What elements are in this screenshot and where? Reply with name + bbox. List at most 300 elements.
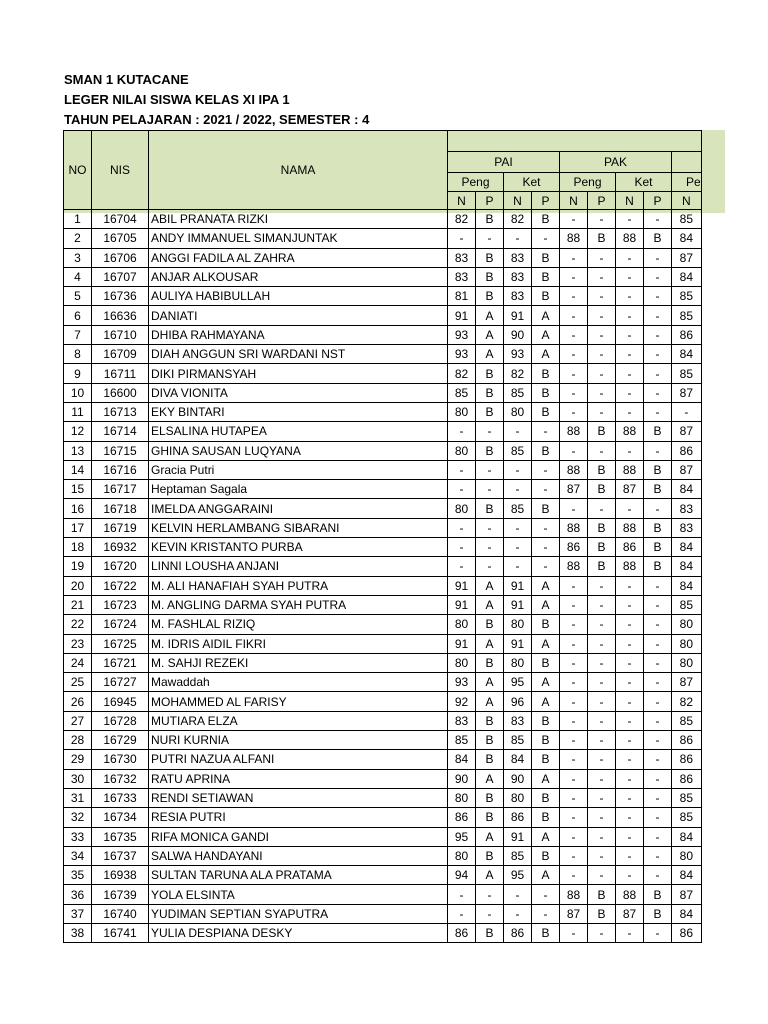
row-nama: M. ALI HANAFIAH SYAH PUTRA — [149, 576, 448, 595]
pak-peng-n: - — [560, 731, 588, 750]
pak-ket-p: - — [644, 827, 672, 846]
pak-peng-n: 88 — [560, 460, 588, 479]
pak-peng-p: - — [588, 441, 616, 460]
row-nama: M. FASHLAL RIZIQ — [149, 615, 448, 634]
row-nis: 16730 — [92, 750, 149, 769]
pai-ket-p: A — [532, 306, 560, 325]
pai-ket-n: 96 — [504, 692, 532, 711]
pai-ket-p: B — [532, 731, 560, 750]
pai-ket-p: A — [532, 345, 560, 364]
pak-peng-p: B — [588, 538, 616, 557]
row-no: 14 — [64, 460, 92, 479]
third-peng-n: 85 — [672, 788, 702, 807]
pak-ket-n: - — [616, 402, 644, 421]
third-peng-n: 87 — [672, 885, 702, 904]
pai-peng-n: 85 — [448, 731, 476, 750]
pak-ket-n: - — [616, 866, 644, 885]
pak-peng-n: 88 — [560, 885, 588, 904]
pak-ket-n: - — [616, 827, 644, 846]
table-row — [64, 538, 702, 557]
pai-ket-p: - — [532, 480, 560, 499]
pai-ket-n: 86 — [504, 923, 532, 942]
row-nis: 16736 — [92, 287, 149, 306]
row-nama: ABIL PRANATA RIZKI — [149, 210, 448, 229]
pak-peng-p: - — [588, 731, 616, 750]
pai-ket-p: B — [532, 808, 560, 827]
pai-peng-n: 91 — [448, 576, 476, 595]
academic-year: TAHUN PELAJARAN : 2021 / 2022, SEMESTER : 4 — [64, 112, 370, 127]
pak-ket-n: - — [616, 499, 644, 518]
pai-ket-p: - — [532, 538, 560, 557]
pak-peng-p: - — [588, 653, 616, 672]
table-row — [64, 673, 702, 692]
pak-ket-p: - — [644, 673, 672, 692]
pak-ket-n: 88 — [616, 518, 644, 537]
third-peng-n: 87 — [672, 248, 702, 267]
third-peng-n: 84 — [672, 480, 702, 499]
row-nis: 16737 — [92, 846, 149, 865]
pai-peng-p: B — [476, 846, 504, 865]
table-row — [64, 441, 702, 460]
pak-ket-p: - — [644, 634, 672, 653]
pak-ket-p: - — [644, 248, 672, 267]
pai-peng-p: B — [476, 615, 504, 634]
pak-peng-p: - — [588, 808, 616, 827]
row-no: 18 — [64, 538, 92, 557]
pak-peng-p: - — [588, 923, 616, 942]
row-nama: RIFA MONICA GANDI — [149, 827, 448, 846]
pak-ket-n: - — [616, 788, 644, 807]
third-peng-n: 86 — [672, 731, 702, 750]
row-nama: RENDI SETIAWAN — [149, 788, 448, 807]
third-peng-n: 86 — [672, 923, 702, 942]
third-peng-n: 84 — [672, 557, 702, 576]
pak-ket-n: - — [616, 595, 644, 614]
row-nis: 16725 — [92, 634, 149, 653]
third-peng-n: 87 — [672, 383, 702, 402]
pai-peng-n: 92 — [448, 692, 476, 711]
pak-peng-p: - — [588, 499, 616, 518]
pak-ket-n: - — [616, 653, 644, 672]
table-row — [64, 499, 702, 518]
table-row — [64, 634, 702, 653]
row-nis: 16733 — [92, 788, 149, 807]
third-peng-n: 85 — [672, 364, 702, 383]
pai-ket-p: - — [532, 518, 560, 537]
pak-peng-p: - — [588, 576, 616, 595]
pak-peng-n: - — [560, 595, 588, 614]
header-n: N — [504, 192, 532, 210]
pai-ket-n: 90 — [504, 325, 532, 344]
pai-peng-p: B — [476, 364, 504, 383]
pak-peng-n: - — [560, 499, 588, 518]
pak-peng-n: - — [560, 692, 588, 711]
pai-peng-p: A — [476, 325, 504, 344]
table-row — [64, 731, 702, 750]
table-row — [64, 306, 702, 325]
sheet-title: LEGER NILAI SISWA KELAS XI IPA 1 — [64, 92, 290, 107]
pai-peng-n: 80 — [448, 846, 476, 865]
table-row — [64, 460, 702, 479]
pai-ket-n: 86 — [504, 808, 532, 827]
header-no: NO — [64, 131, 92, 210]
pak-peng-n: - — [560, 306, 588, 325]
row-nis: 16938 — [92, 866, 149, 885]
pak-ket-p: - — [644, 808, 672, 827]
pai-peng-n: - — [448, 422, 476, 441]
pai-ket-p: A — [532, 595, 560, 614]
pai-peng-n: 93 — [448, 673, 476, 692]
third-peng-n: 80 — [672, 634, 702, 653]
row-nama: M. ANGLING DARMA SYAH PUTRA — [149, 595, 448, 614]
row-nis: 16715 — [92, 441, 149, 460]
pak-ket-p: - — [644, 750, 672, 769]
pai-peng-p: B — [476, 788, 504, 807]
third-peng-n: 85 — [672, 595, 702, 614]
row-nis: 16741 — [92, 923, 149, 942]
row-no: 11 — [64, 402, 92, 421]
third-peng-n: 87 — [672, 422, 702, 441]
row-no: 5 — [64, 287, 92, 306]
row-no: 32 — [64, 808, 92, 827]
pai-ket-n: 83 — [504, 711, 532, 730]
pak-peng-p: - — [588, 866, 616, 885]
pak-ket-p: - — [644, 402, 672, 421]
pai-ket-p: - — [532, 422, 560, 441]
row-no: 36 — [64, 885, 92, 904]
pak-ket-p: B — [644, 904, 672, 923]
pai-ket-n: 93 — [504, 345, 532, 364]
table-row — [64, 692, 702, 711]
row-nis: 16728 — [92, 711, 149, 730]
pai-ket-p: A — [532, 866, 560, 885]
pak-ket-n: - — [616, 615, 644, 634]
pai-ket-p: B — [532, 364, 560, 383]
pak-peng-p: - — [588, 364, 616, 383]
pai-peng-p: B — [476, 210, 504, 229]
pak-ket-p: - — [644, 576, 672, 595]
row-nis: 16706 — [92, 248, 149, 267]
pai-ket-n: 91 — [504, 827, 532, 846]
pai-ket-p: B — [532, 402, 560, 421]
pai-peng-p: A — [476, 595, 504, 614]
pai-ket-p: A — [532, 673, 560, 692]
pai-peng-p: B — [476, 402, 504, 421]
row-no: 7 — [64, 325, 92, 344]
pai-ket-p: B — [532, 287, 560, 306]
grades-table — [63, 130, 702, 943]
pai-ket-n: 85 — [504, 441, 532, 460]
pak-ket-n: 88 — [616, 557, 644, 576]
header-nis: NIS — [92, 131, 149, 210]
pai-peng-p: B — [476, 267, 504, 286]
pak-ket-p: - — [644, 325, 672, 344]
pai-ket-p: B — [532, 499, 560, 518]
pak-peng-p: - — [588, 634, 616, 653]
pak-peng-n: - — [560, 325, 588, 344]
row-no: 12 — [64, 422, 92, 441]
pai-ket-p: - — [532, 460, 560, 479]
pai-peng-n: 82 — [448, 364, 476, 383]
pak-peng-n: 88 — [560, 229, 588, 248]
third-peng-n: 86 — [672, 769, 702, 788]
table-row — [64, 866, 702, 885]
third-peng-n: 84 — [672, 267, 702, 286]
pak-ket-p: B — [644, 518, 672, 537]
pai-peng-p: A — [476, 576, 504, 595]
third-peng-n: 85 — [672, 287, 702, 306]
row-nama: DIVA VIONITA — [149, 383, 448, 402]
pak-peng-p: - — [588, 325, 616, 344]
pak-ket-n: - — [616, 210, 644, 229]
pak-ket-n: 87 — [616, 480, 644, 499]
row-nama: SALWA HANDAYANI — [149, 846, 448, 865]
pai-peng-n: 91 — [448, 306, 476, 325]
pak-peng-n: 88 — [560, 557, 588, 576]
row-no: 35 — [64, 866, 92, 885]
pai-peng-p: B — [476, 248, 504, 267]
pak-peng-p: - — [588, 402, 616, 421]
row-nis: 16719 — [92, 518, 149, 537]
pai-peng-p: A — [476, 306, 504, 325]
pai-peng-n: 93 — [448, 325, 476, 344]
pai-ket-p: B — [532, 788, 560, 807]
pak-ket-p: - — [644, 923, 672, 942]
row-nis: 16600 — [92, 383, 149, 402]
row-no: 6 — [64, 306, 92, 325]
pak-ket-p: - — [644, 788, 672, 807]
row-nama: NURI KURNIA — [149, 731, 448, 750]
row-nis: 16932 — [92, 538, 149, 557]
row-nama: EKY BINTARI — [149, 402, 448, 421]
third-peng-n: 84 — [672, 345, 702, 364]
row-nis: 16722 — [92, 576, 149, 595]
pai-peng-p: B — [476, 653, 504, 672]
pak-ket-n: - — [616, 383, 644, 402]
pai-peng-n: 84 — [448, 750, 476, 769]
pak-ket-p: - — [644, 731, 672, 750]
pak-peng-n: - — [560, 788, 588, 807]
pak-ket-n: 88 — [616, 885, 644, 904]
pak-ket-p: - — [644, 595, 672, 614]
pak-peng-n: - — [560, 364, 588, 383]
pai-peng-n: - — [448, 538, 476, 557]
pak-ket-p: B — [644, 460, 672, 479]
pai-ket-n: 91 — [504, 595, 532, 614]
pak-peng-p: - — [588, 595, 616, 614]
table-row — [64, 750, 702, 769]
table-row — [64, 287, 702, 306]
pai-ket-n: - — [504, 538, 532, 557]
pak-peng-p: B — [588, 904, 616, 923]
pak-ket-p: B — [644, 538, 672, 557]
pai-ket-n: 84 — [504, 750, 532, 769]
third-peng-n: 82 — [672, 692, 702, 711]
pak-peng-n: - — [560, 653, 588, 672]
pai-peng-n: 83 — [448, 248, 476, 267]
pai-ket-n: 83 — [504, 248, 532, 267]
row-no: 27 — [64, 711, 92, 730]
row-no: 38 — [64, 923, 92, 942]
row-no: 4 — [64, 267, 92, 286]
row-no: 33 — [64, 827, 92, 846]
pai-peng-n: - — [448, 885, 476, 904]
pak-peng-p: B — [588, 557, 616, 576]
pai-peng-n: - — [448, 460, 476, 479]
pak-peng-p: - — [588, 711, 616, 730]
pai-ket-p: - — [532, 229, 560, 248]
row-no: 16 — [64, 499, 92, 518]
row-nama: Mawaddah — [149, 673, 448, 692]
pai-peng-n: 86 — [448, 923, 476, 942]
row-nama: YOLA ELSINTA — [149, 885, 448, 904]
table-row — [64, 923, 702, 942]
row-nis: 16714 — [92, 422, 149, 441]
pai-ket-n: 91 — [504, 576, 532, 595]
pai-ket-p: - — [532, 885, 560, 904]
table-row — [64, 769, 702, 788]
pai-peng-p: B — [476, 711, 504, 730]
pak-peng-n: - — [560, 248, 588, 267]
pak-ket-p: B — [644, 422, 672, 441]
row-nis: 16705 — [92, 229, 149, 248]
pak-ket-p: B — [644, 229, 672, 248]
pai-ket-n: 85 — [504, 383, 532, 402]
table-row — [64, 518, 702, 537]
pak-ket-n: - — [616, 808, 644, 827]
pai-ket-p: B — [532, 210, 560, 229]
row-no: 8 — [64, 345, 92, 364]
row-nama: DIAH ANGGUN SRI WARDANI NST — [149, 345, 448, 364]
row-no: 22 — [64, 615, 92, 634]
pai-ket-p: - — [532, 557, 560, 576]
table-row — [64, 595, 702, 614]
pak-peng-n: - — [560, 441, 588, 460]
pak-ket-p: - — [644, 267, 672, 286]
pai-ket-n: - — [504, 885, 532, 904]
table-row — [64, 345, 702, 364]
pak-peng-n: - — [560, 634, 588, 653]
pak-ket-p: - — [644, 499, 672, 518]
pak-peng-p: B — [588, 885, 616, 904]
pai-ket-p: B — [532, 846, 560, 865]
header-subjects-group — [448, 131, 702, 152]
pak-ket-n: - — [616, 750, 644, 769]
pak-ket-n: 88 — [616, 460, 644, 479]
pak-peng-p: - — [588, 827, 616, 846]
header-pai-ket: Ket — [504, 173, 560, 192]
pai-ket-n: - — [504, 904, 532, 923]
row-nama: YUDIMAN SEPTIAN SYAPUTRA — [149, 904, 448, 923]
row-nama: Gracia Putri — [149, 460, 448, 479]
pak-ket-p: B — [644, 480, 672, 499]
table-row — [64, 480, 702, 499]
pai-ket-p: B — [532, 653, 560, 672]
row-nama: RATU APRINA — [149, 769, 448, 788]
pak-ket-p: - — [644, 866, 672, 885]
row-nis: 16721 — [92, 653, 149, 672]
header-pai: PAI — [448, 152, 560, 173]
pai-peng-n: 80 — [448, 653, 476, 672]
row-nama: M. IDRIS AIDIL FIKRI — [149, 634, 448, 653]
pai-peng-n: 80 — [448, 402, 476, 421]
pai-ket-p: B — [532, 711, 560, 730]
pai-ket-n: - — [504, 518, 532, 537]
row-nama: M. SAHJI REZEKI — [149, 653, 448, 672]
pai-ket-p: A — [532, 576, 560, 595]
pak-ket-n: - — [616, 306, 644, 325]
third-peng-n: 86 — [672, 325, 702, 344]
pai-ket-p: - — [532, 904, 560, 923]
pai-peng-n: 90 — [448, 769, 476, 788]
header-pak: PAK — [560, 152, 672, 173]
pai-peng-p: B — [476, 287, 504, 306]
pai-ket-n: - — [504, 460, 532, 479]
pai-peng-n: 80 — [448, 441, 476, 460]
row-no: 10 — [64, 383, 92, 402]
pai-peng-n: 80 — [448, 499, 476, 518]
pai-ket-n: 95 — [504, 673, 532, 692]
pai-peng-p: - — [476, 904, 504, 923]
table-row — [64, 229, 702, 248]
pai-peng-p: B — [476, 750, 504, 769]
third-peng-n: 80 — [672, 653, 702, 672]
header-p: P — [588, 192, 616, 210]
pak-ket-n: - — [616, 287, 644, 306]
row-nama: DIKI PIRMANSYAH — [149, 364, 448, 383]
row-nis: 16709 — [92, 345, 149, 364]
pai-ket-n: 80 — [504, 788, 532, 807]
header-nama: NAMA — [149, 131, 448, 210]
third-peng-n: - — [672, 402, 702, 421]
pai-ket-p: B — [532, 441, 560, 460]
pai-peng-p: B — [476, 731, 504, 750]
pak-peng-n: - — [560, 345, 588, 364]
pai-ket-n: 85 — [504, 846, 532, 865]
pak-peng-n: - — [560, 673, 588, 692]
third-peng-n: 84 — [672, 827, 702, 846]
pak-ket-n: 88 — [616, 422, 644, 441]
pak-peng-p: - — [588, 788, 616, 807]
pak-peng-n: 88 — [560, 518, 588, 537]
row-nama: Heptaman Sagala — [149, 480, 448, 499]
table-row — [64, 248, 702, 267]
pak-ket-n: - — [616, 711, 644, 730]
row-nis: 16945 — [92, 692, 149, 711]
header-p: P — [644, 192, 672, 210]
header-pak-peng: Peng — [560, 173, 616, 192]
table-row — [64, 827, 702, 846]
row-nama: SULTAN TARUNA ALA PRATAMA — [149, 866, 448, 885]
row-nama: KEVIN KRISTANTO PURBA — [149, 538, 448, 557]
row-nis: 16724 — [92, 615, 149, 634]
pai-peng-p: B — [476, 499, 504, 518]
pak-peng-p: - — [588, 248, 616, 267]
pak-peng-n: 86 — [560, 538, 588, 557]
table-row — [64, 653, 702, 672]
pak-ket-p: - — [644, 383, 672, 402]
row-no: 28 — [64, 731, 92, 750]
pai-peng-n: 80 — [448, 788, 476, 807]
row-no: 26 — [64, 692, 92, 711]
row-no: 2 — [64, 229, 92, 248]
header-pak-ket: Ket — [616, 173, 672, 192]
row-nis: 16739 — [92, 885, 149, 904]
pak-peng-p: B — [588, 518, 616, 537]
table-row — [64, 711, 702, 730]
pak-ket-n: - — [616, 692, 644, 711]
pai-ket-n: 85 — [504, 499, 532, 518]
